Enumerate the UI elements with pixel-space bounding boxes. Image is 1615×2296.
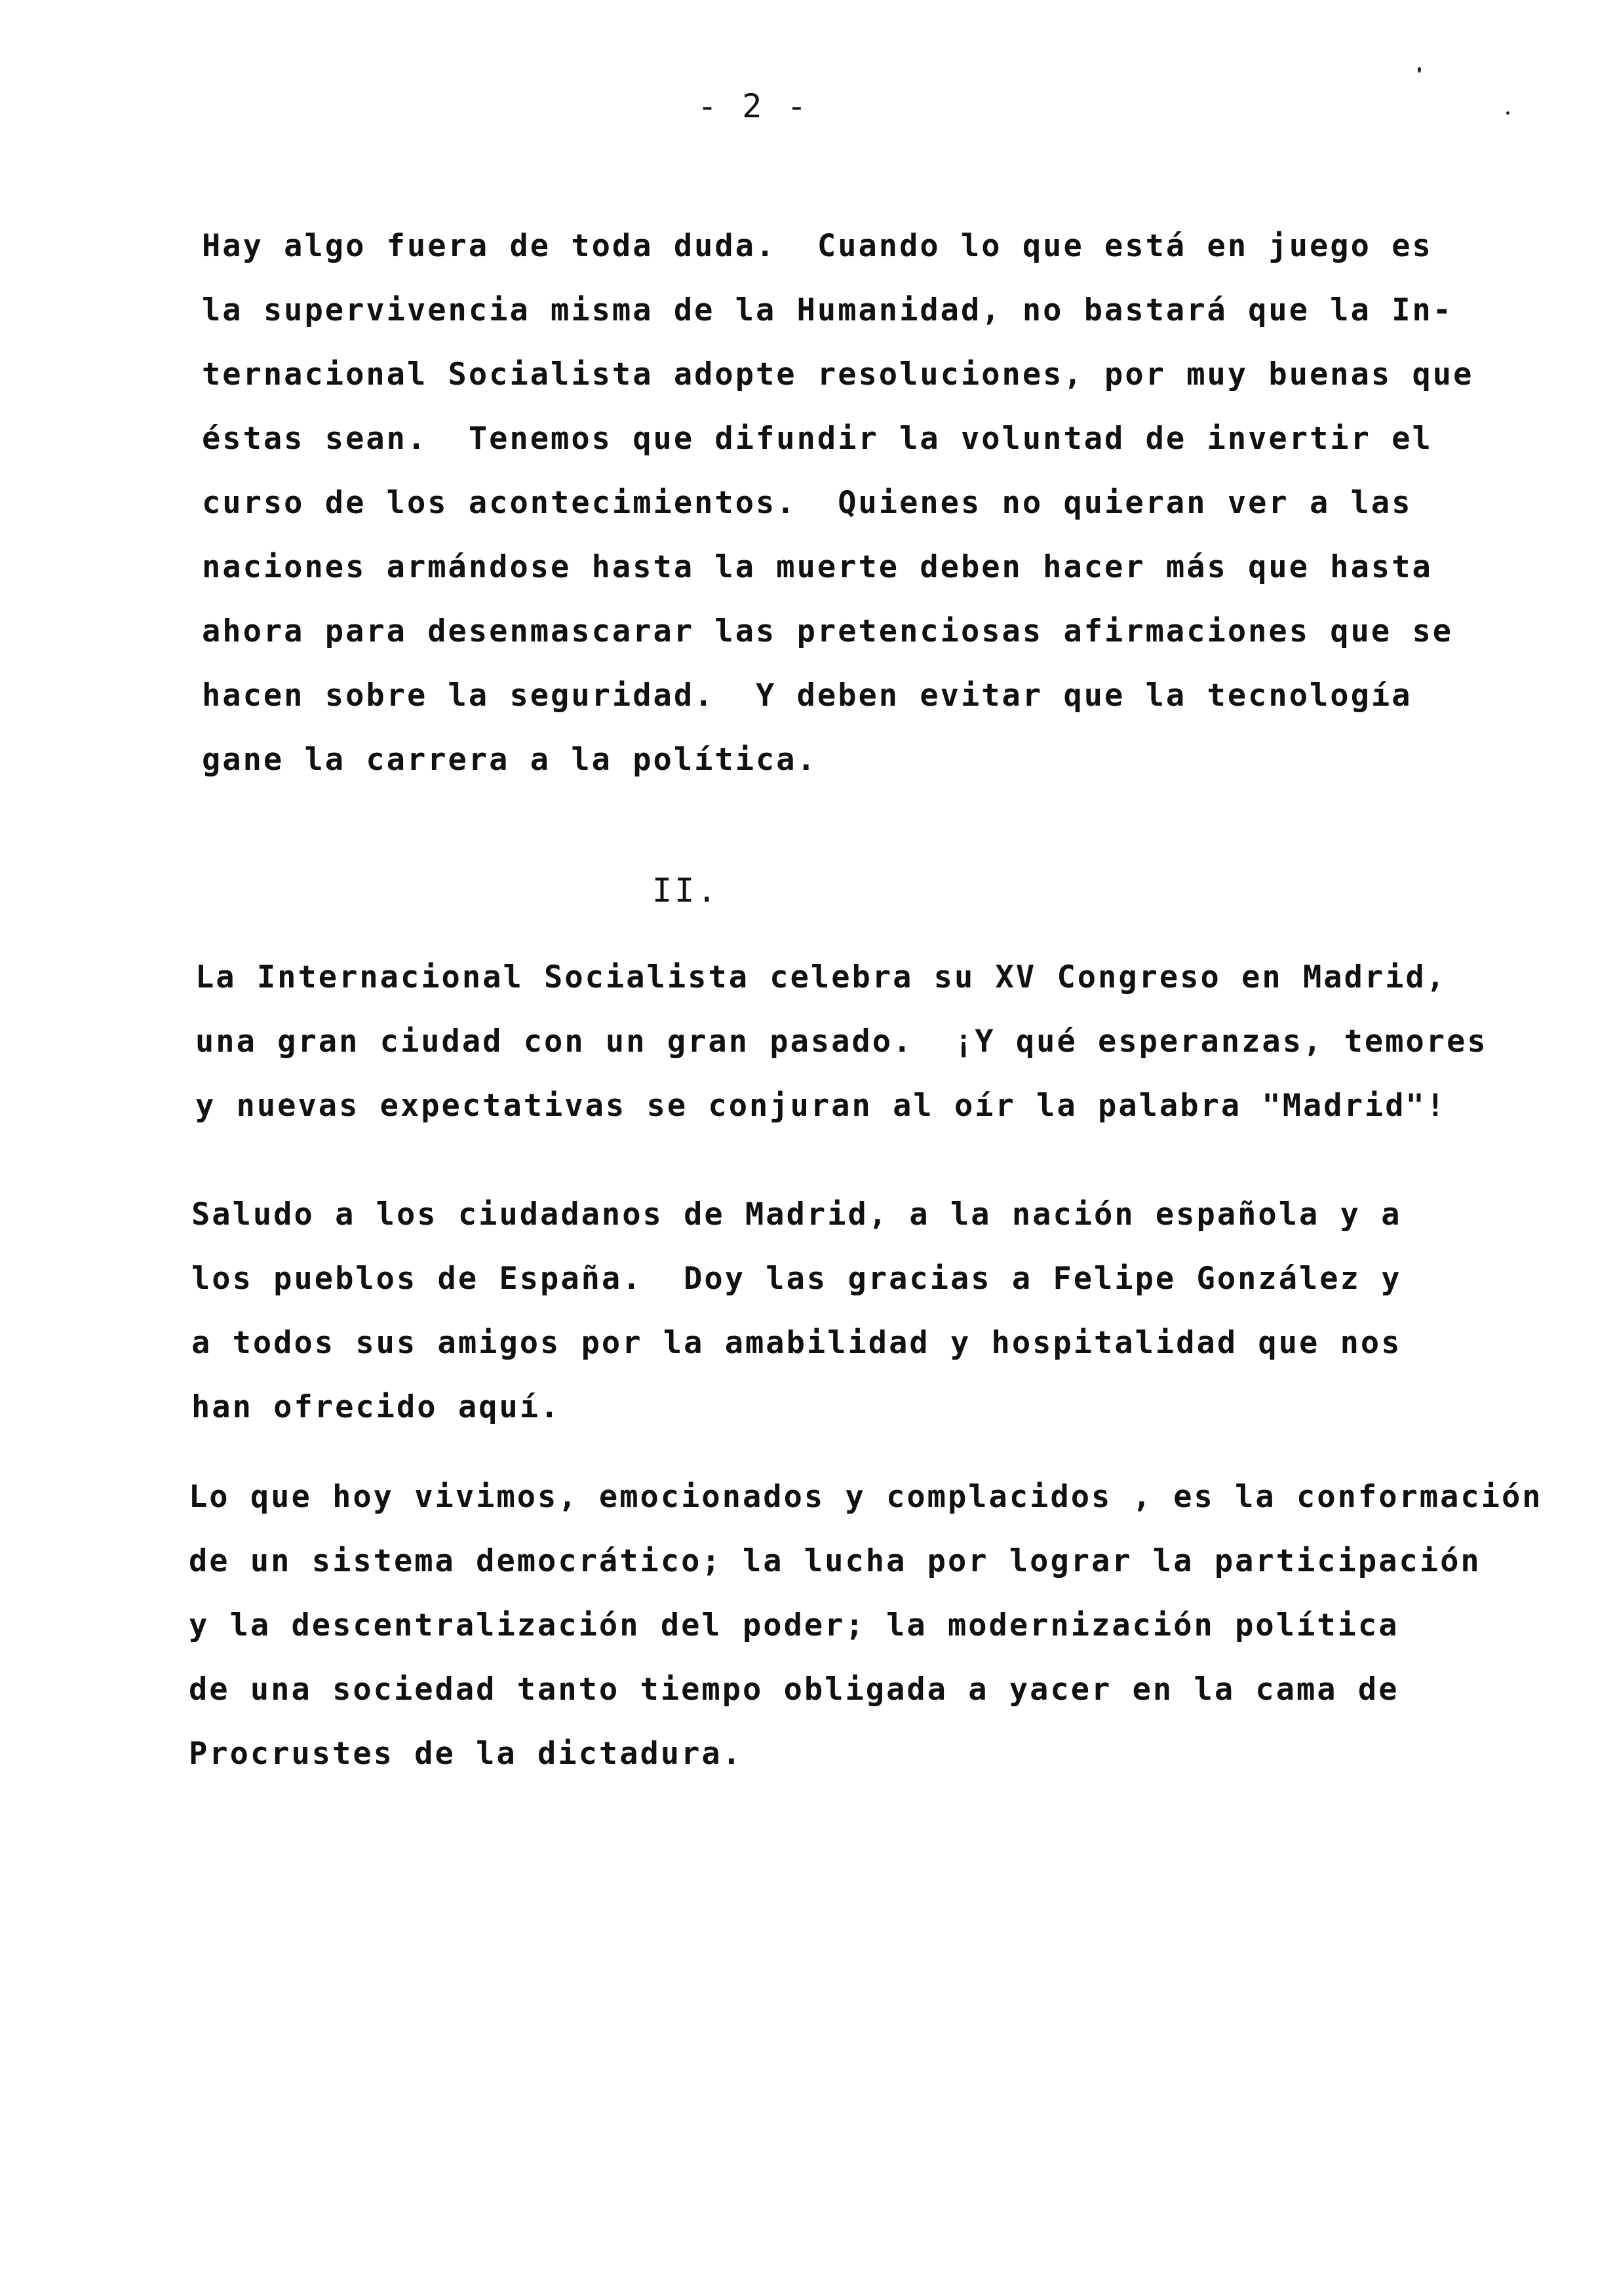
- paragraph-line: de un sistema democrático; la lucha por lograr la participación: [189, 1543, 1481, 1579]
- paragraph-line: a todos sus amigos por la amabilidad y hospitalidad que nos: [191, 1325, 1402, 1361]
- paragraph-line: hacen sobre la seguridad. Y deben evitar que la tecnología: [202, 678, 1412, 714]
- paragraph-4: [189, 1465, 1543, 1786]
- paragraph-line: una gran ciudad con un gran pasado. ¡Y qué esperanzas, temores: [195, 1024, 1488, 1060]
- paragraph-line: ternacional Socialista adopte resoluciones, por muy buenas que: [202, 356, 1474, 392]
- paragraph-line: los pueblos de España. Doy las gracias a Felipe González y: [191, 1261, 1402, 1297]
- paragraph-line: La Internacional Socialista celebra su XV Congreso en Madrid,: [195, 959, 1447, 995]
- paragraph-line: Saludo a los ciudadanos de Madrid, a la nación española y a: [191, 1196, 1402, 1233]
- paragraph-line: de una sociedad tanto tiempo obligada a yacer en la cama de: [189, 1672, 1399, 1708]
- paragraph-line: Procrustes de la dictadura.: [189, 1736, 743, 1772]
- paragraph-2: [195, 946, 1488, 1138]
- paragraph-line: éstas sean. Tenemos que difundir la voluntad de invertir el: [202, 421, 1433, 457]
- paragraph-1: [202, 214, 1473, 792]
- paragraph-line: ahora para desenmascarar las pretenciosas afirmaciones que se: [202, 613, 1454, 649]
- paragraph-line: y nuevas expectativas se conjuran al oír la palabra "Madrid"!: [195, 1088, 1447, 1124]
- paragraph-line: han ofrecido aquí.: [191, 1389, 561, 1425]
- paragraph-line: curso de los acontecimientos. Quienes no quieran ver a las: [202, 485, 1412, 521]
- scan-speck: [1506, 111, 1509, 115]
- paragraph-line: la supervivencia misma de la Humanidad, no bastará que la In-: [202, 292, 1454, 328]
- section-heading: II.: [652, 871, 720, 909]
- paragraph-3: [191, 1183, 1402, 1440]
- paragraph-line: y la descentralización del poder; la modernización política: [189, 1607, 1399, 1643]
- paragraph-line: Lo que hoy vivimos, emocionados y complacidos , es la conformación: [189, 1479, 1543, 1515]
- paragraph-line: Hay algo fuera de toda duda. Cuando lo que está en juego es: [202, 228, 1433, 264]
- page-number: - 2 -: [697, 87, 809, 125]
- paragraph-line: naciones armándose hasta la muerte deben hacer más que hasta: [202, 549, 1433, 585]
- paragraph-line: gane la carrera a la política.: [202, 742, 817, 778]
- scan-speck: [1418, 67, 1421, 73]
